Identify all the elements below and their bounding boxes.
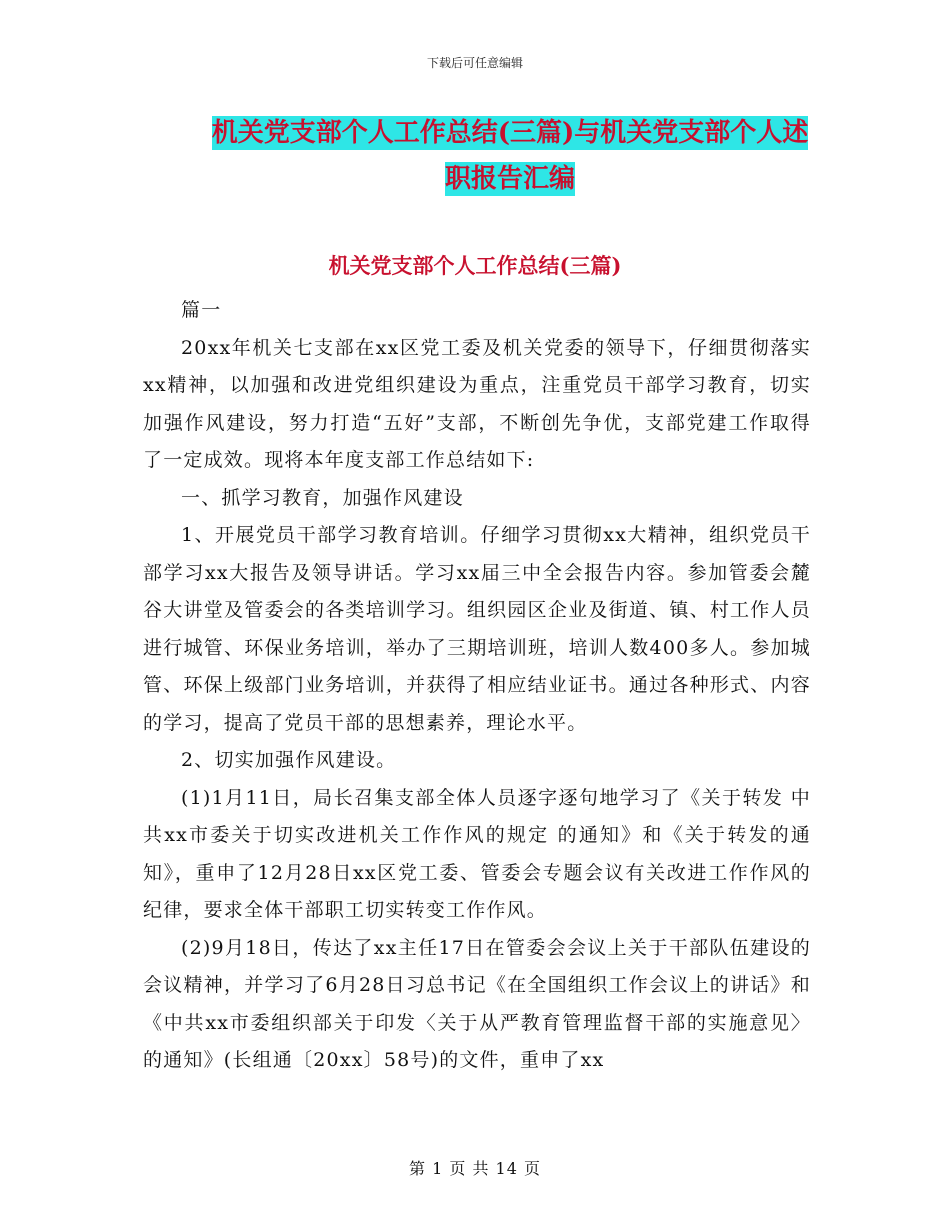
section-title: 机关党支部个人工作总结(三篇) bbox=[328, 253, 622, 278]
paragraph: (2)9月18日，传达了xx主任17日在管委会会议上关于干部队伍建设的会议精神，并学习了6月28日习总书记《在全国组织工作会议上的讲话》和《中共xx市委组织部关于印发〈关于从严教育管理监督干部的实施意见〉的通知》(长组通〔20xx〕58号)的文件，重申了xx bbox=[143, 936, 811, 1071]
page-number-footer: 第 1 页 共 14 页 bbox=[409, 1159, 541, 1178]
document-title-line-1: 机关党支部个人工作总结(三篇)与机关党支部个人述 bbox=[211, 118, 809, 148]
paragraph: (1)1月11日，局长召集支部全体人员逐字逐句地学习了《关于转发 中共xx市委关于切实改进机关工作作风的规定 的通知》和《关于转发的通知》，重申了12月28日xx区党工委、管委会专题会议有关改进工作作风的纪律，要求全体干部职工切实转变工作作风。 bbox=[143, 786, 811, 921]
body-text bbox=[143, 292, 811, 1080]
paragraph-subheading: 2、切实加强作风建设。 bbox=[181, 749, 397, 771]
paragraph: 20xx年机关七支部在xx区党工委及机关党委的领导下，仔细贯彻落实xx精神，以加强和改进党组织建设为重点，注重党员干部学习教育，切实加强作风建设，努力打造“五好”支部，不断创先争优，支部党建工作取得了一定成效。现将本年度支部工作总结如下: bbox=[143, 336, 811, 471]
header-note: 下载后可任意编辑 bbox=[426, 56, 523, 70]
paragraph-heading: 篇一 bbox=[181, 299, 222, 321]
paragraph-subheading: 一、抓学习教育，加强作风建设 bbox=[181, 486, 464, 509]
paragraph: 1、开展党员干部学习教育培训。仔细学习贯彻xx大精神，组织党员干部学习xx大报告及领导讲话。学习xx届三中全会报告内容。参加管委会麓谷大讲堂及管委会的各类培训学习。组织园区企业及街道、镇、村工作人员进行城管、环保业务培训，举办了三期培训班，培训人数400多人。参加城管、环保上级部门业务培训，并获得了相应结业证书。通过各种形式、内容的学习，提高了党员干部的思想素养，理论水平。 bbox=[143, 524, 811, 734]
document-title-line-2: 职报告汇编 bbox=[444, 164, 575, 194]
document-title bbox=[190, 110, 830, 202]
